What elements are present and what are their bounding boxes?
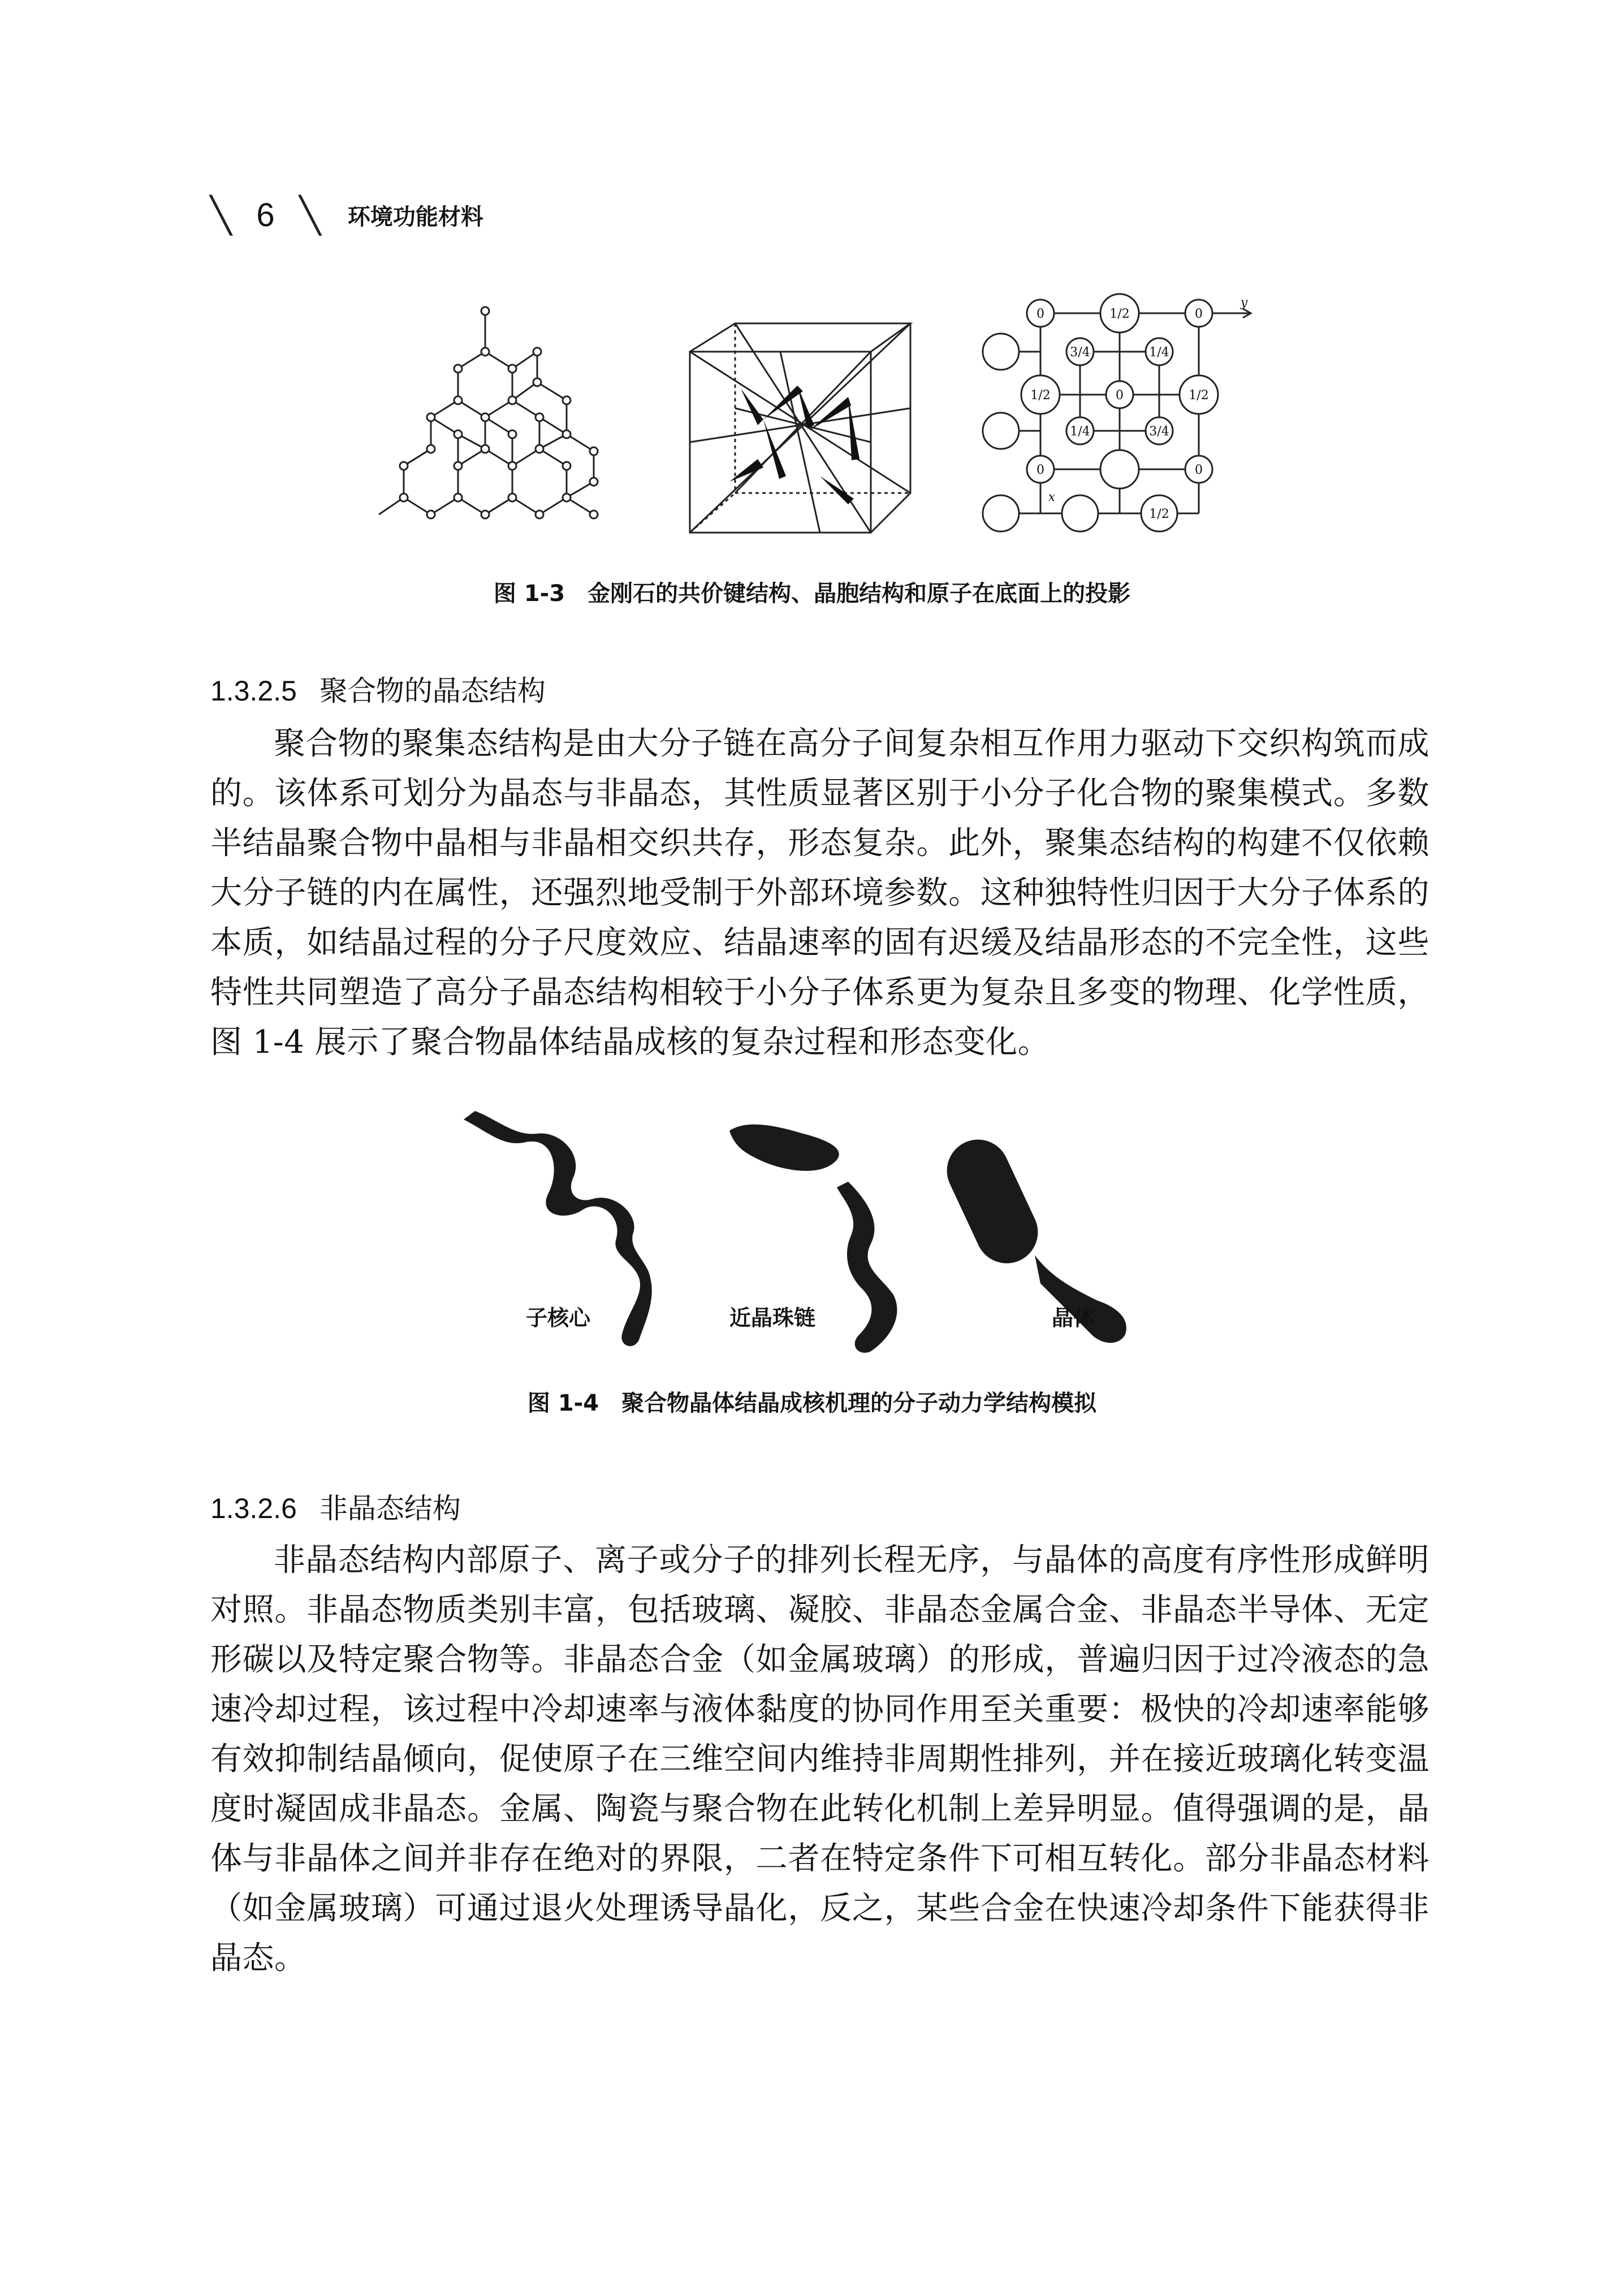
proj-label: 0	[1195, 463, 1203, 477]
proj-label: 1/2	[1030, 388, 1051, 403]
figure-1-4-caption	[0, 1385, 1624, 1417]
figure-1-3-caption	[0, 576, 1624, 608]
page-number: 6	[256, 196, 275, 234]
proj-label: 0	[1116, 388, 1124, 403]
figure-1-3-number: 图 1-3	[493, 581, 565, 607]
proj-label: 0	[1036, 463, 1044, 477]
figure-1-3-drawing	[368, 289, 1261, 555]
section-number: 1.3.2.5	[210, 675, 297, 707]
figure-1-3	[368, 289, 1261, 555]
axis-x-label: x	[1048, 490, 1056, 504]
figure-1-4-number: 图 1-4	[527, 1390, 599, 1416]
header-slash-right: ╲	[299, 196, 321, 235]
proj-label: 1/2	[1189, 388, 1209, 403]
projection-atoms	[983, 294, 1218, 531]
header-slash-left: ╲	[210, 196, 232, 235]
label-nucleus: 子核心	[526, 1305, 591, 1330]
axis-y-label: y	[1240, 296, 1248, 310]
label-smectic: 近晶珠链	[729, 1305, 816, 1330]
projection-labels	[1030, 296, 1247, 521]
section-1-3-2-6-paragraph: 非晶态结构内部原子、离子或分子的排列长程无序，与晶体的高度有序性形成鲜明对照。非晶态物质类别丰富，包括玻璃、凝胶、非晶态金属合金、非晶态半导体、无定形碳以及特定聚合物等。非晶态合金（如金属玻璃）的形成，普遍归因于过冷液态的急速冷却过程，该过程中冷却速率与液体黏度的协同作用至关重要：极快的冷却速率能够有效抑制结晶倾向，促使原子在三维空间内维持非周期性排列，并在接近玻璃化转变温度时凝固成非晶态。金属、陶瓷与聚合物在此转化机制上差异明显。值得强调的是，晶体与非晶体之间并非存在绝对的界限，二者在特定条件下可相互转化。部分非晶态材料（如金属玻璃）可通过退火处理诱导晶化，反之，某些合金在快速冷却条件下能获得非晶态。	[210, 1542, 1429, 1977]
proj-label: 3/4	[1070, 345, 1090, 360]
running-header	[210, 192, 483, 237]
crystal-chain	[937, 1130, 1126, 1343]
proj-label: 1/4	[1149, 345, 1169, 360]
proj-label: 1/2	[1109, 307, 1130, 321]
proj-label: 1/2	[1149, 507, 1169, 521]
diamond-atoms	[400, 307, 598, 518]
section-heading-1-3-2-6	[210, 1486, 461, 1527]
book-title: 环境功能材料	[347, 204, 483, 230]
section-heading-1-3-2-5	[210, 668, 546, 709]
proj-label: 3/4	[1149, 425, 1169, 439]
figure-1-4	[452, 1108, 1187, 1368]
proj-label: 0	[1195, 307, 1203, 321]
section-title: 聚合物的晶态结构	[319, 675, 546, 707]
proj-label: 1/4	[1070, 425, 1090, 439]
section-number: 1.3.2.6	[210, 1493, 297, 1524]
diamond-unit-cell	[690, 323, 910, 533]
figure-1-3-caption-text: 金刚石的共价键结构、晶胞结构和原子在底面上的投影	[588, 581, 1131, 607]
proj-label: 0	[1036, 307, 1044, 321]
label-crystal: 晶体	[1052, 1305, 1095, 1330]
section-title: 非晶态结构	[319, 1492, 461, 1525]
section-1-3-2-5-paragraph: 聚合物的聚集态结构是由大分子链在高分子间复杂相互作用力驱动下交织构筑而成的。该体系可划分为晶态与非晶态，其性质显著区别于小分子化合物的聚集模式。多数半结晶聚合物中晶相与非晶相交织共存，形态复杂。此外，聚集态结构的构建不仅依赖大分子链的内在属性，还强烈地受制于外部环境参数。这种独特性归因于大分子体系的本质，如结晶过程的分子尺度效应、结晶速率的固有迟缓及结晶形态的不完全性，这些特性共同塑造了高分子晶态结构相较于小分子体系更为复杂且多变的物理、化学性质，图 1-4 展示了聚合物晶体结晶成核的复杂过程和形态变化。	[210, 725, 1429, 1061]
figure-1-4-caption-text: 聚合物晶体结晶成核机理的分子动力学结构模拟	[621, 1390, 1097, 1416]
